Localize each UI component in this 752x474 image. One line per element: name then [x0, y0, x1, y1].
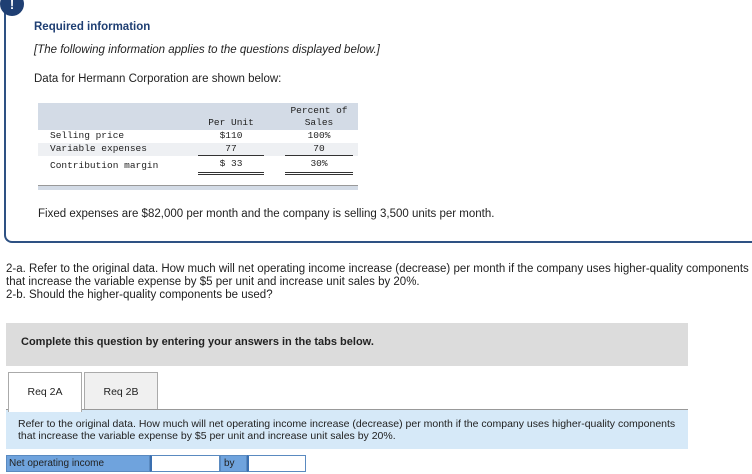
data-intro: Data for Hermann Corporation are shown below:: [34, 73, 282, 85]
required-info-title: Required information: [34, 21, 151, 33]
row-percent: 100%: [307, 130, 331, 141]
question-text: [6, 263, 751, 302]
row-percent: 30%: [285, 158, 353, 175]
row-label: Variable expenses: [50, 143, 147, 154]
table-row: [38, 156, 358, 173]
question-2a: 2-a. Refer to the original data. How much will net operating income increase (decrease) per month if the company uses higher-quality components that increase the variable expense by $5 per unit and increase unit sales by 20%.: [6, 263, 749, 288]
info-note: [The following information applies to the questions displayed below.]: [34, 44, 380, 56]
question-panel: Refer to the original data. How much will net operating income increase (decrease) per month if the company uses higher-quality components that increase the variable expense by $5 per unit and increase unit sales by 20%.: [6, 409, 688, 449]
row-per-unit: $ 33: [198, 158, 264, 175]
table-row: [38, 143, 358, 156]
instructions-banner: Complete this question by entering your answers in the tabs below.: [6, 323, 688, 366]
data-table: [38, 103, 358, 190]
header-percent: Percent of: [290, 105, 348, 116]
amount-input[interactable]: [247, 455, 306, 472]
row-label: Contribution margin: [50, 160, 159, 171]
row-label: Selling price: [50, 130, 125, 141]
increase-decrease-select[interactable]: [150, 455, 220, 472]
tab-req-2b[interactable]: Req 2B: [84, 372, 158, 410]
fixed-expenses-text: Fixed expenses are $82,000 per month and the company is selling 3,500 units per month.: [38, 208, 495, 220]
answer-row: [6, 455, 306, 472]
by-label: by: [220, 455, 247, 472]
alert-icon: !: [0, 0, 24, 16]
header-sales: Sales: [304, 117, 334, 128]
question-2b: 2-b. Should the higher-quality components be used?: [6, 289, 273, 301]
header-per-unit: Per Unit: [208, 117, 254, 128]
tab-req-2a[interactable]: Req 2A: [8, 372, 82, 412]
table-header: [38, 103, 358, 130]
row-percent: 70: [285, 143, 353, 156]
table-row: [38, 130, 358, 143]
table-footer: [38, 185, 358, 190]
answer-label: Net operating income: [6, 455, 150, 472]
row-per-unit: 77: [198, 143, 264, 156]
row-per-unit: $110: [219, 130, 243, 141]
